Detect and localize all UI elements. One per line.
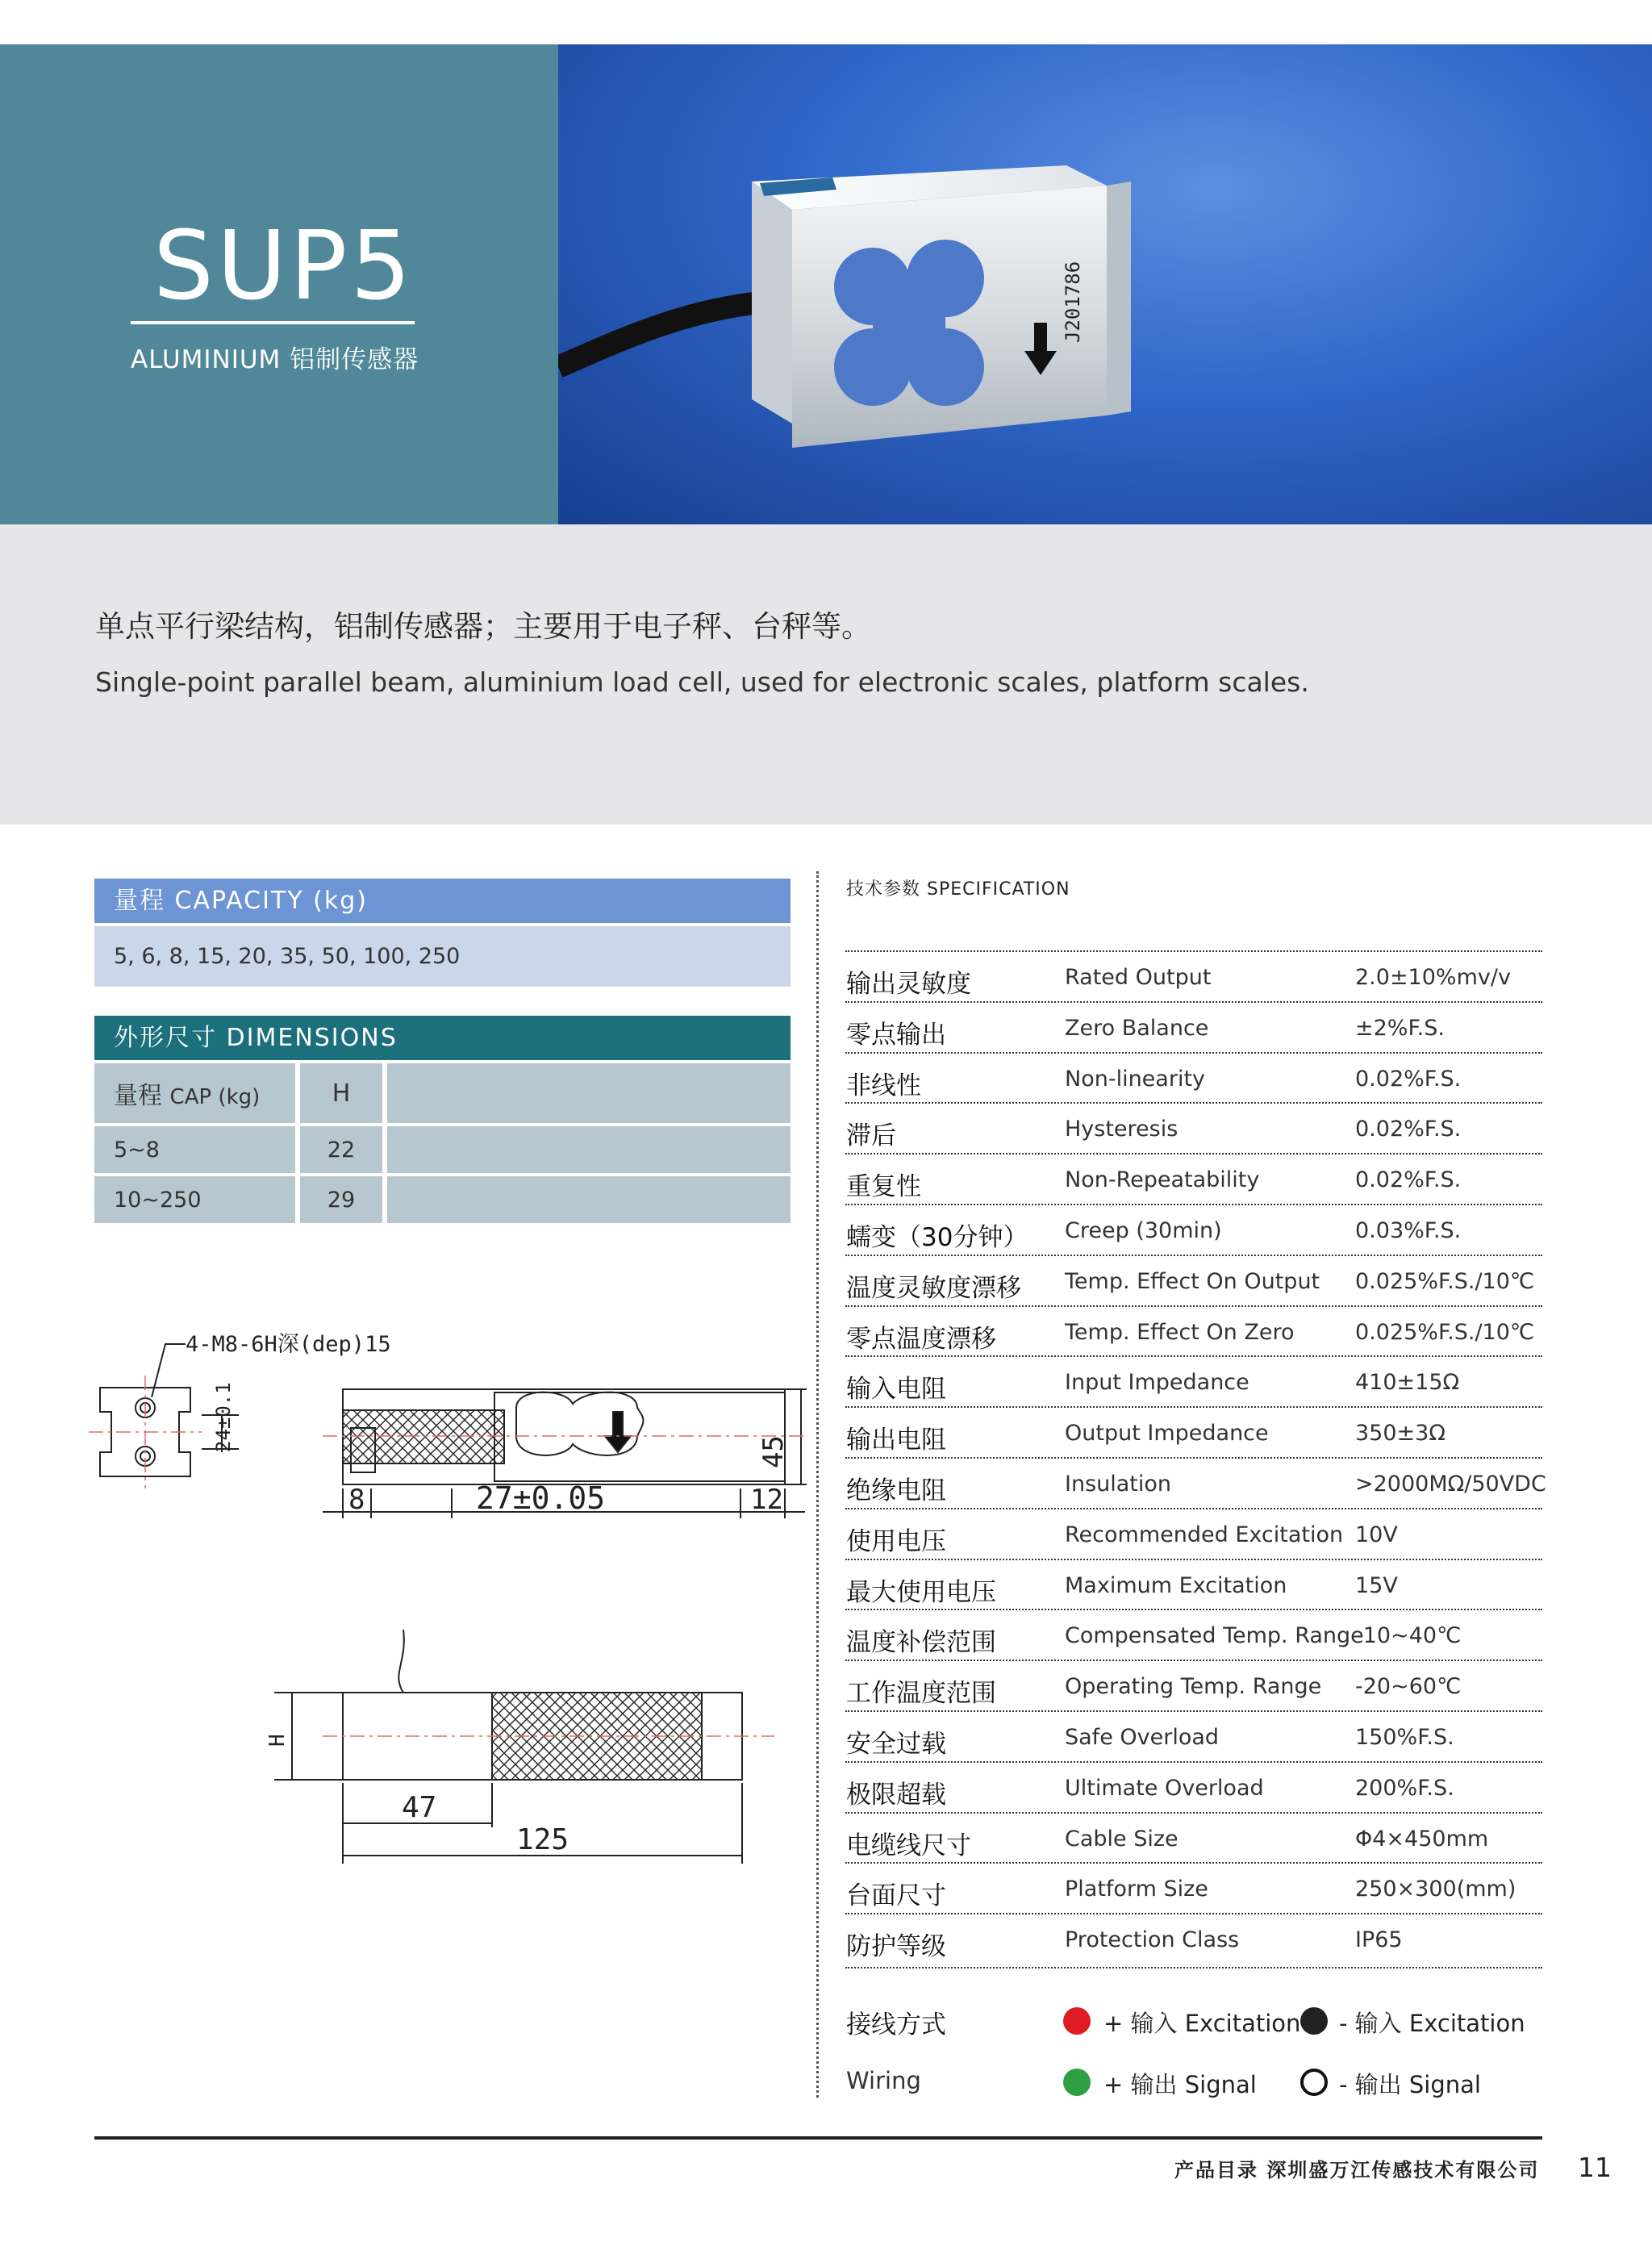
dim-8: 8 [348,1484,365,1516]
spec-row [845,1204,1542,1255]
spec-cn: 输出灵敏度 [846,970,971,999]
spec-value: 150%F.S. [1355,1725,1454,1750]
spec-row [845,1052,1542,1104]
intro-text-en: Single-point parallel beam, aluminium load cell, used for electronic scales, platform scales. [95,666,1309,698]
model-subtitle: ALUMINIUM 铝制传感器 [131,345,419,374]
spec-cn: 滞后 [846,1121,896,1151]
spec-cn: 防护等级 [846,1932,946,1962]
spec-row [845,1812,1542,1864]
spec-value: 0.02%F.S. [1355,1117,1462,1142]
spec-value: 0.02%F.S. [1355,1066,1462,1092]
spec-en: Output Impedance [1065,1421,1269,1447]
spec-en: Creep (30min) [1065,1218,1222,1243]
spec-row [845,1660,1542,1711]
spec-cn: 最大使用电压 [846,1577,996,1607]
spec-en: Temp. Effect On Zero [1065,1319,1295,1345]
spec-en: Platform Size [1065,1877,1208,1902]
header-cap: 量程 CAP (kg) [94,1063,295,1123]
dim-12: 12 [750,1484,783,1516]
spec-en: Compensated Temp. Range [1065,1623,1364,1649]
capacity-values: 5, 6, 8, 15, 20, 35, 50, 100, 250 [94,926,791,987]
spec-cn: 温度补偿范围 [846,1628,996,1658]
header-h: H [300,1063,382,1123]
spec-row [845,1305,1542,1357]
spec-value: -10~40℃ [1355,1623,1462,1649]
spec-value: 410±15Ω [1355,1370,1460,1396]
spec-cn: 重复性 [846,1172,921,1202]
spec-cn: 零点温度漂移 [846,1324,996,1354]
spec-row [845,1862,1542,1914]
wire-output-positive: + 输出 Signal [1103,2071,1257,2098]
spec-value: 2.0±10%mv/v [1355,965,1511,990]
spec-value: 350±3Ω [1355,1421,1446,1447]
spec-title: 技术参数 SPECIFICATION [846,879,1070,900]
wiring-label-cn: 接线方式 [846,2010,946,2040]
spec-row [845,1457,1546,1509]
spec-value: 15V [1355,1572,1398,1598]
dim-47: 47 [402,1791,437,1824]
spec-row [845,1102,1542,1154]
spec-en: Insulation [1065,1472,1172,1497]
dim-27: 27±0.05 [476,1480,606,1516]
spec-value: 0.02%F.S. [1355,1167,1462,1193]
cable [558,303,760,367]
spec-en: Non-Repeatability [1065,1167,1260,1193]
wire-red-dot [1063,2007,1091,2035]
spec-row [845,1355,1542,1407]
intro-text-cn: 单点平行梁结构，铝制传感器；主要用于电子秤、台秤等。 [95,609,871,644]
spec-en: Non-linearity [1065,1066,1206,1092]
spec-en: Cable Size [1065,1826,1179,1852]
dimensions-table [94,1060,791,1226]
dim-45: 45 [757,1435,790,1468]
spec-row [845,1913,1542,1964]
spec-cn: 安全过载 [846,1730,946,1759]
spec-value: -20~60℃ [1355,1674,1462,1700]
dim-24: 24±0.1 [212,1382,235,1452]
technical-drawing [81,1307,807,1872]
spec-value: ±2%F.S. [1355,1015,1445,1041]
spec-row [845,1508,1542,1559]
spec-value: 0.025%F.S./10℃ [1355,1268,1535,1294]
spec-en: Protection Class [1065,1927,1240,1953]
spec-value: 0.03%F.S. [1355,1218,1462,1243]
spec-value: 10V [1355,1522,1398,1547]
spec-cn: 温度灵敏度漂移 [846,1273,1021,1303]
spec-cn: 非线性 [846,1071,921,1100]
spec-en: Safe Overload [1065,1725,1220,1750]
dim-h: H [265,1734,290,1747]
spec-cn: 输入电阻 [846,1375,946,1405]
spec-cn: 工作温度范围 [846,1679,996,1709]
spec-row [845,1761,1542,1813]
wire-black-dot [1300,2007,1328,2035]
spec-en: Operating Temp. Range [1065,1674,1322,1700]
spec-bottom-rule [845,1967,1542,1969]
dimensions-header: 外形尺寸 DIMENSIONS [94,1016,791,1060]
spec-value: 0.025%F.S./10℃ [1355,1319,1535,1345]
wire-white-dot [1300,2069,1328,2096]
spec-value: >2000MΩ/50VDC [1355,1472,1546,1497]
spec-en: Recommended Excitation [1065,1522,1344,1547]
spec-value: IP65 [1355,1927,1403,1953]
wire-input-negative: - 输入 Excitation [1339,2010,1525,2037]
spec-cn: 输出电阻 [846,1426,946,1455]
footer-company: 产品目录 深圳盛万江传感技术有限公司 [1174,2159,1540,2181]
spec-cn: 蠕变（30分钟） [846,1223,1028,1252]
product-photo [558,44,1652,524]
spec-value: 250×300(mm) [1355,1877,1516,1902]
spec-cn: 电缆线尺寸 [846,1831,971,1860]
spec-row [845,1255,1542,1306]
wiring-label-en: Wiring [846,2067,921,2094]
page-number: 11 [1578,2152,1612,2183]
spec-row [845,1001,1542,1053]
spec-cn: 极限超载 [846,1780,946,1810]
spec-en: Temp. Effect On Output [1065,1268,1320,1294]
spec-row [845,1710,1542,1762]
spec-cn: 台面尺寸 [846,1881,946,1911]
footer-rule [94,2136,1542,2140]
capacity-header: 量程 CAPACITY (kg) [94,879,791,923]
spec-en: Maximum Excitation [1065,1572,1287,1598]
spec-cn: 绝缘电阻 [846,1476,946,1505]
spec-value: Φ4×450mm [1355,1826,1489,1852]
spec-en: Rated Output [1065,965,1212,990]
wire-green-dot [1063,2069,1091,2096]
table-row: 10~250 29 [94,1176,791,1223]
load-cell-illustration [558,44,1652,524]
spec-cn: 使用电压 [846,1526,946,1556]
spec-en: Hysteresis [1065,1117,1179,1142]
table-row: 5~8 22 [94,1126,791,1173]
spec-en: Zero Balance [1065,1015,1209,1041]
table-header-row [94,1063,791,1123]
spec-row [845,1609,1542,1660]
model-title: SUP5 [153,210,415,321]
spec-cn: 零点输出 [846,1020,946,1050]
title-rule [131,321,415,324]
hole-note: 4-M8-6H深(dep)15 [186,1332,391,1357]
spec-en: Input Impedance [1065,1370,1249,1396]
dim-125: 125 [516,1823,569,1856]
spec-en: Ultimate Overload [1065,1775,1264,1801]
spec-row [845,1406,1542,1458]
spec-row [845,1153,1542,1205]
spec-value: 200%F.S. [1355,1775,1454,1801]
serial-number: J201786 [1062,261,1084,343]
spec-row [845,1559,1542,1610]
wire-output-negative: - 输出 Signal [1339,2071,1481,2098]
spec-row [845,950,1542,1002]
wire-input-positive: + 输入 Excitation [1103,2010,1301,2037]
column-divider [816,871,819,2098]
